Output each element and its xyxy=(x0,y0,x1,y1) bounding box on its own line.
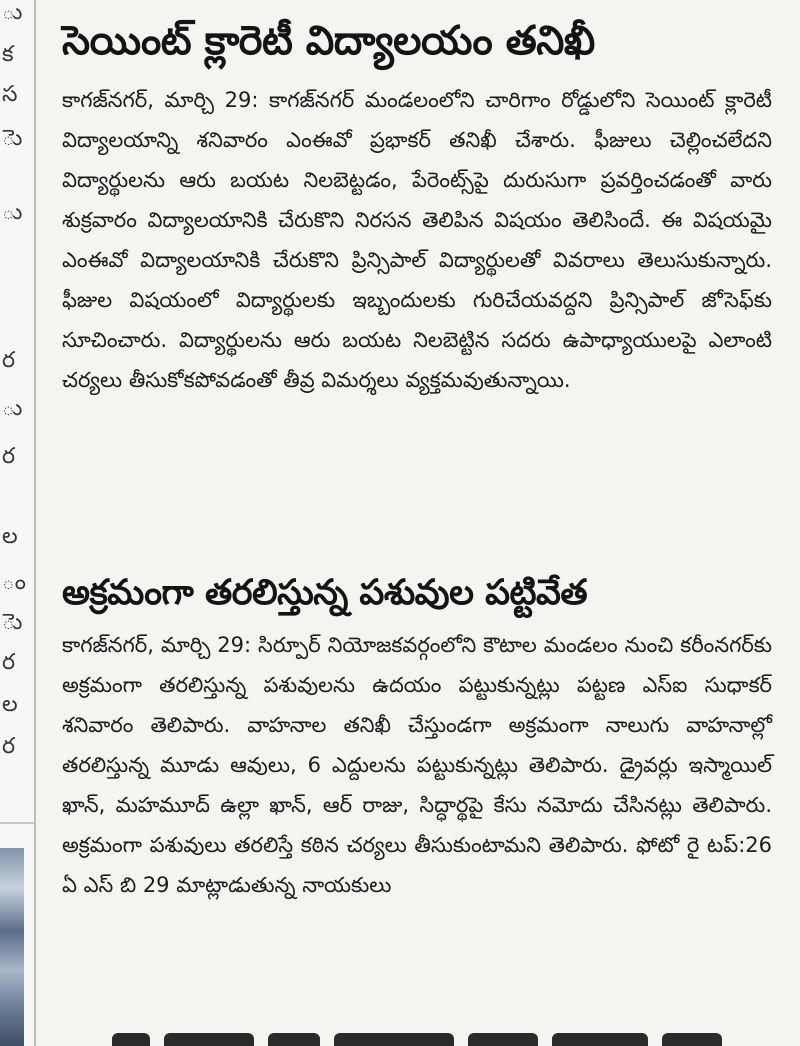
column-rule xyxy=(34,0,36,1046)
article-1-headline: సెయింట్ క్లారెటీ విద్యాలయం తనిఖీ xyxy=(62,18,595,64)
article-2-text: కాగజ్‌నగర్, మార్చి 29: సిర్పూర్ నియోజకవర్గంలోని కౌటాల మండలం నుంచి కరీంనగర్‌కు అక్రమంగా తరలిస్తున్న పశువులను ఉదయం పట్టుకున్నట్లు పట్టణ ఎస్ఐ సుధాకర్ శనివారం తెలిపారు. వాహనాల తనిఖీ చేస్తుండగా అక్రమంగా నాలుగు వాహనాల్లో తరలిస్తున్న మూడు ఆవులు, 6 ఎద్దులను పట్టుకున్నట్లు తెలిపారు. డ్రైవర్లు ఇస్మాయిల్ ఖాన్, మహమూద్ ఉల్లా ఖాన్, ఆర్ రాజు, సిద్ధార్థపై కేసు నమోదు చేసినట్లు తెలిపారు. అక్రమంగా పశువులు తరలిస్తే కఠిన చర్యలు తీసుకుంటామని తెలిపారు. xyxy=(62,633,772,857)
left-column-glyph: ర xyxy=(2,734,16,759)
left-column-glyph: ం xyxy=(2,570,26,595)
left-column-glyph: ర xyxy=(2,444,16,469)
left-column-glyph: ల xyxy=(2,524,18,549)
left-column-glyph: ర xyxy=(2,650,16,675)
article-1-body: కాగజ్‌నగర్, మార్చి 29: కాగజ్‌నగర్ మండలంలోని చారిగాం రోడ్డులోని సెయింట్ క్లారెటీ విద్యాలయాన్ని శనివారం ఎంఈవో ప్రభాకర్ తనిఖీ చేశారు. ఫీజులు చెల్లించలేదని విద్యార్థులను ఆరు బయట నిలబెట్టడం, పేరెంట్స్‌పై దురుసుగా ప్రవర్తించడంతో వారు శుక్రవారం విద్యాలయానికి చేరుకొని నిరసన తెలిపిన విషయం తెలిసిందే. ఈ విషయమై ఎంఈవో విద్యాలయానికి చేరుకొని ప్రిన్సిపాల్ విద్యార్థులతో వివరాలు తెలుసుకున్నారు. ఫీజుల విషయంలో విద్యార్థులకు ఇబ్బందులకు గురిచేయవద్దని ప్రిన్సిపాల్ జోసెఫ్‌కు సూచించారు. విద్యార్థులను ఆరు బయట నిలబెట్టిన సదరు ఉపాధ్యాయులపై ఎలాంటి చర్యలు తీసుకోకపోవడంతో తీవ్ర విమర్శలు వ్యక్తమవుతున్నాయి. xyxy=(62,88,772,392)
left-column-glyph: ు xyxy=(2,0,23,25)
article-2-headline: అక్రమంగా తరలిస్తున్న పశువుల పట్టివేత xyxy=(62,573,588,613)
cropped-next-headline xyxy=(112,1032,772,1046)
left-column-glyph: ర xyxy=(2,348,16,373)
left-column-glyph: ెు xyxy=(2,126,23,151)
left-column-glyph: ు xyxy=(2,396,23,421)
photo-caption: ఫోటో రై టప్:26 ఏ ఎస్ బి 29 మాట్లాడుతున్న నాయకులు xyxy=(62,833,772,897)
column-separator xyxy=(0,822,34,824)
left-column-glyph: ల xyxy=(2,692,18,717)
left-column-glyph: ు xyxy=(2,200,23,225)
cropped-photo xyxy=(0,848,24,1046)
article-2-body xyxy=(62,625,772,1027)
left-column-glyph: క xyxy=(2,42,14,67)
left-column-glyph: స xyxy=(2,82,18,107)
adjacent-column-fragment xyxy=(0,0,34,1046)
news-column xyxy=(52,0,790,1046)
left-column-glyph: ెు xyxy=(2,610,23,635)
